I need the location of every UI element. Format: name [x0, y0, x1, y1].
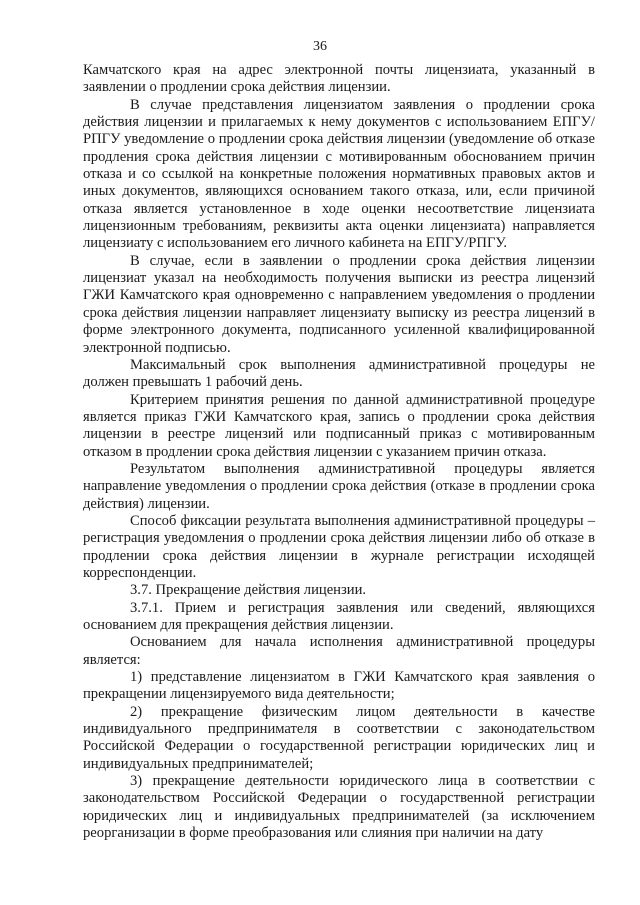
paragraph-grounds-intro: Основанием для начала исполнения административной процедуры является:: [83, 634, 595, 668]
paragraph-decision-criterion: Критерием принятия решения по данной административной процедуре является приказ ГЖИ Камчатского края, запись о продлении срока действия лицензии в реестре лицензий или подписанный приказ с мотивированным отказом в продлении срока действия лицензии с указанием причин отказа.: [83, 391, 595, 460]
subsection-heading-3-7-1: 3.7.1. Прием и регистрация заявления или сведений, являющихся основанием для прекращения действия лицензии.: [83, 599, 595, 633]
paragraph-continuation: Камчатского края на адрес электронной почты лицензиата, указанный в заявлении о продлении срока действия лицензии.: [83, 62, 595, 96]
paragraph-procedure-result: Результатом выполнения административной процедуры является направление уведомления о продлении срока действия (отказе в продлении срока действия) лицензии.: [83, 460, 595, 512]
paragraph-max-duration: Максимальный срок выполнения административной процедуры не должен превышать 1 рабочий день.: [83, 356, 595, 391]
page-number: 36: [313, 39, 327, 54]
document-body: [83, 62, 595, 842]
list-item-3: 3) прекращение деятельности юридического лица в соответствии с законодательством Российской Федерации о государственной регистрации юридических лиц и индивидуальных предпринимателей (за исключением реорганизации в форме преобразования или слияния при наличии на дату: [83, 773, 595, 842]
paragraph-result-fixation: Способ фиксации результата выполнения административной процедуры – регистрация уведомления о продлении срока действия лицензии либо об отказе в продлении срока действия лицензии в журнале регистрации исходящей корреспонденции.: [83, 512, 595, 581]
paragraph-registry-extract: В случае, если в заявлении о продлении срока действия лицензии лицензиат указал на необходимость получения выписки из реестра лицензий ГЖИ Камчатского края одновременно с направлением уведомления о продлении срока действия лицензии направляет лицензиату выписку из реестра лицензий в форме электронного документа, подписанного усиленной квалифицированной электронной подписью.: [83, 252, 595, 356]
section-heading-3-7: 3.7. Прекращение действия лицензии.: [130, 582, 367, 599]
list-item-1: 1) представление лицензиатом в ГЖИ Камчатского края заявления о прекращении лицензируемого вида деятельности;: [83, 669, 595, 703]
list-item-2: 2) прекращение физическим лицом деятельности в качестве индивидуального предпринимателя в соответствии с законодательством Российской Федерации о государственной регистрации юридических лиц и индивидуальных предпринимателей;: [83, 703, 595, 772]
paragraph-epgu-notification: В случае представления лицензиатом заявления о продлении срока действия лицензии и прилагаемых к нему документов с использованием ЕПГУ/РПГУ уведомление о продлении срока действия лицензии (уведомление об отказе продления срока действия лицензии с мотивированным обоснованием причин отказа и со ссылкой на конкретные положения нормативных правовых актов и иных документов, являющихся основанием такого отказа, или, если причиной отказа является установленное в ходе оценки несоответствие лицензиата лицензионным требованиям, реквизиты акта оценки лицензиата) направляется лицензиату с использованием его личного кабинета на ЕПГУ/РПГУ.: [83, 96, 595, 252]
